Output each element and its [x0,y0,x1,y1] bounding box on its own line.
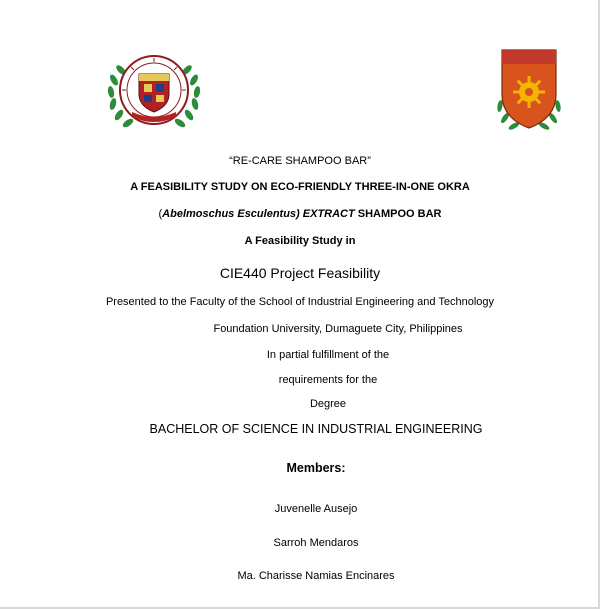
members-heading: Members: [286,461,346,475]
title-line-1: A FEASIBILITY STUDY ON ECO-FRIENDLY THREE-IN-ONE OKRA [130,181,470,193]
member-name: Sarroh Mendaros [273,537,359,549]
degree-name: BACHELOR OF SCIENCE IN INDUSTRIAL ENGINEERING [149,422,483,436]
title-rest: SHAMPOO BAR [354,208,442,220]
title-paren: ( [158,208,163,220]
degree-word: Degree [309,398,347,410]
study-subtitle: A Feasibility Study in [244,235,356,247]
requirements: requirements for the [278,374,378,386]
member-name: Ma. Charisse Namias Encinares [237,570,395,582]
scientific-name: Abelmoschus Esculentus) [162,208,300,220]
institution: Foundation University, Dumaguete City, Philippines [213,323,463,335]
member-name: Juvenelle Ausejo [274,503,358,515]
course-name: CIE440 Project Feasibility [219,265,381,281]
partial-fulfillment: In partial fulfillment of the [266,349,390,361]
title-line-2 [0,207,600,221]
extract-word: EXTRACT [299,208,355,220]
university-seal-logo [106,50,202,134]
school-shield-logo [496,48,562,132]
short-title: “RE-CARE SHAMPOO BAR” [229,155,371,167]
presented-to: Presented to the Faculty of the School of Industrial Engineering and Technology [105,296,495,308]
